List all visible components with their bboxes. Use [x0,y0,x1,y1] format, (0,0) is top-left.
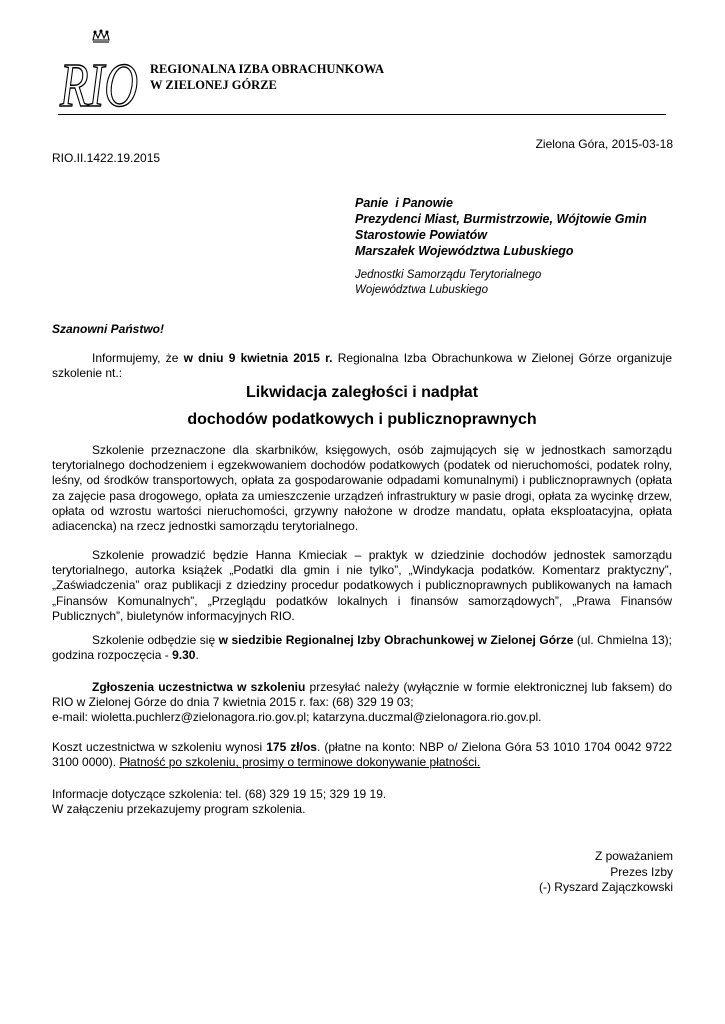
units-line: Jednostki Samorządu Terytorialnego [355,269,542,281]
signature-line: (-) Ryszard Zajączkowski [538,880,673,894]
organization-name [150,61,384,93]
recipient-line: Panie i Panowie [355,196,453,210]
info-paragraph: Informacje dotyczące szkolenia: tel. (68) 329 19 15; 329 19 19. W załączeniu przekazujemy program szkolenia. [52,787,387,817]
signature-block [539,849,673,896]
recipient-line: Prezydenci Miast, Burmistrzowie, Wójtowie Gmin [355,212,647,226]
recipient-line: Marszałek Województwa Lubuskiego [355,244,574,258]
trainer-paragraph: Szkolenie prowadzić będzie Hanna Kmieciak – praktyk w dziedzinie dochodów jednostek samorządu terytorialnego, autorka książek „Podatki dla gmin i nie tylko”, „Windykacja podatków. Komentarz praktyczny”, „Zaświadczenia” oraz publikacji z dziedziny procedur podatkowych i publicznoprawnych publikowanych na łamach „Finansów Komunalnych”, „Przeglądu podatków lokalnych i finansów samorządowych”, „Prawa Finansów Publicznych”, biuletynów informacyjnych RIO. [52,548,672,623]
crown-icon [93,30,109,42]
rio-logo [59,30,140,120]
cost-paragraph: Koszt uczestnictwa w szkoleniu wynosi 175 zł/os. (płatne na konto: NBP o/ Zielona Góra 53 1010 1704 0042 9722 3100 0000). Płatność po szkoleniu, prosimy o terminowe dokonywanie płatności. [52,740,673,770]
recipient-line: Starostowie Powiatów [355,228,487,242]
recipient-units [355,268,541,298]
logo-monogram: RIO [59,52,138,120]
org-line-2: W ZIELONEJ GÓRZE [150,78,277,92]
header-divider [58,114,666,115]
training-title-line-2: dochodów podatkowych i publicznoprawnych [187,411,537,428]
venue-paragraph: Szkolenie odbędzie się w siedzibie Regionalnej Izby Obrachunkowej w Zielonej Górze (ul. Chmielna 13); godzina rozpoczęcia - 9.30. [52,633,672,663]
signature-line: Prezes Izby [610,864,673,879]
org-line-1: REGIONALNA IZBA OBRACHUNKOWA [150,62,385,76]
audience-paragraph: Szkolenie przeznaczone dla skarbników, księgowych, osób zajmujących się w jednostkach samorządu terytorialnego dochodzeniem i egzekwowaniem dochodów podatkowych (podatek od nieruchomości, podatek rolny, leśny, od środków transportowych, opłata za gospodarowanie odpadami komunalnymi) i publicznoprawnych (opłata za zajęcie pasa drogowego, opłata za umieszczenie urządzeń infrastruktury w pasie drogi, opłata za wycinkę drzew, opłata od wzrostu wartości nieruchomości, grzywny nałożone w drodze mandatu, opłata eksploatacyjna, opłata adiacencka) na rzecz jednostki samorządu terytorialnego. [52,443,672,534]
place-date: Zielona Góra, 2015-03-18 [535,137,673,151]
greeting: Szanowni Państwo! [52,322,165,336]
training-title-line-1: Likwidacja zaległości i nadpłat [245,384,479,401]
units-line: Województwa Lubuskiego [355,284,488,296]
reference-number: RIO.II.1422.19.2015 [52,151,161,165]
registration-paragraph: Zgłoszenia uczestnictwa w szkoleniu przesyłać należy (wyłącznie w formie elektronicznej lub faksem) do RIO w Zielonej Górze do dnia 7 kwietnia 2015 r. fax: (68) 329 19 03; e-mail: wioletta.puchlerz@zielonagora.rio.gov.pl; katarzyna.duczmal@zielonagora.rio.gov.pl. [52,680,672,725]
email-line: e-mail: wioletta.puchlerz@zielonagora.rio.gov.pl; katarzyna.duczmal@zielonagora.rio.gov.pl. [52,710,542,725]
signature-line: Z poważaniem [594,849,673,863]
recipients [355,195,647,259]
intro-paragraph: Informujemy, że w dniu 9 kwietnia 2015 r. Regionalna Izba Obrachunkowa w Zielonej Górze organizuje szkolenie nt.: [52,351,673,381]
